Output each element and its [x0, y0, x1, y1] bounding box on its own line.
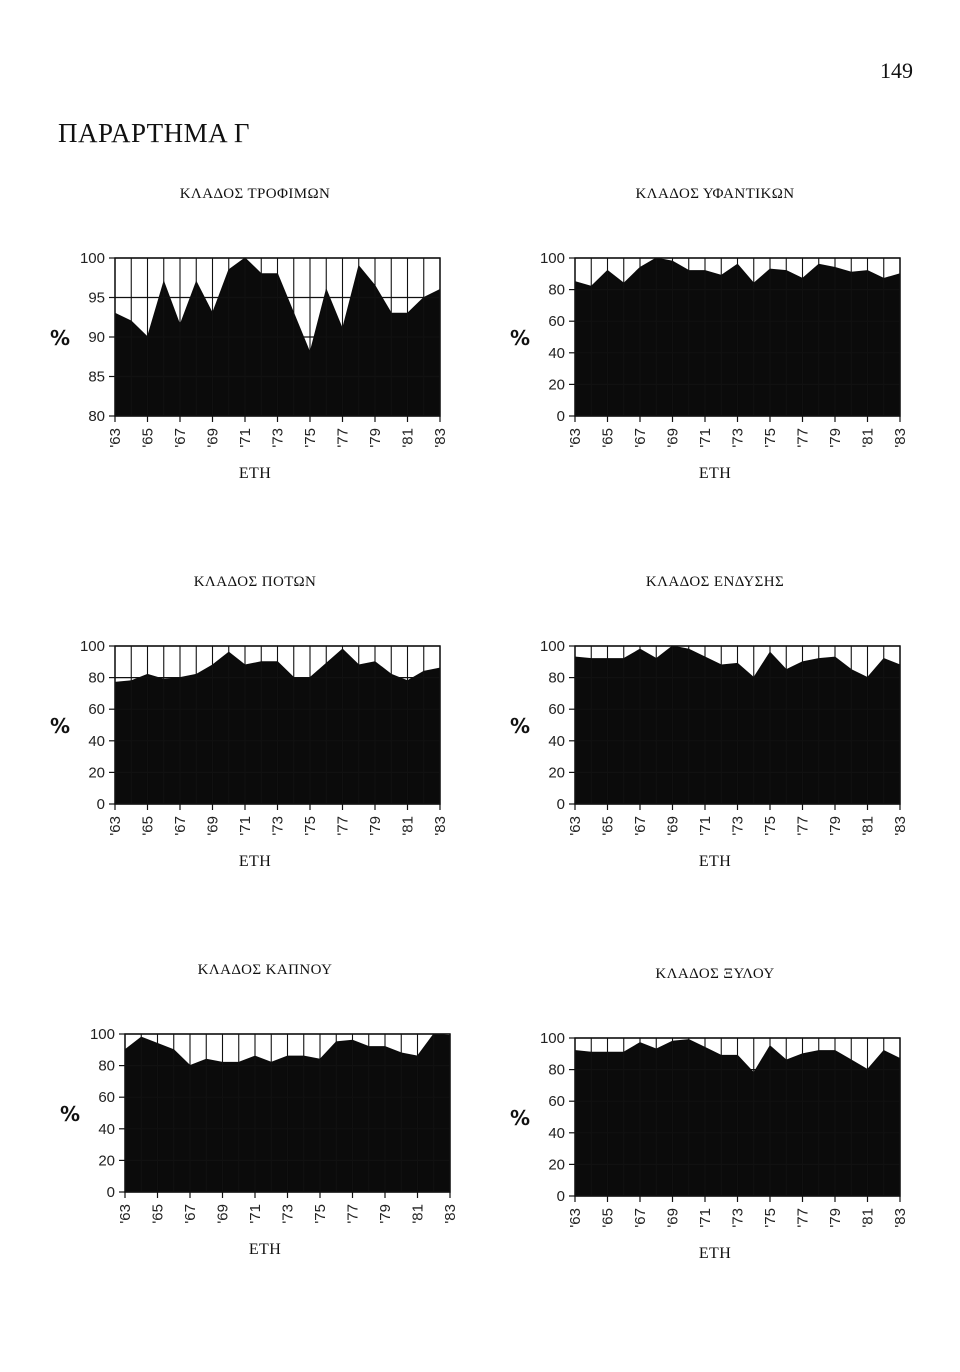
x-axis-label: ΕΤΗ	[238, 853, 272, 870]
x-tick-label: '81	[859, 816, 877, 836]
y-tick-label: 100	[539, 250, 565, 267]
x-tick-label: '83	[432, 428, 449, 448]
y-axis-label: %	[49, 326, 71, 350]
x-tick-label: '67	[632, 816, 649, 836]
y-tick-label: 80	[88, 669, 105, 687]
x-tick-label: '77	[334, 816, 352, 836]
x-tick-label: '77	[344, 1204, 362, 1224]
x-tick-label: '73	[269, 816, 287, 836]
x-tick-label: '81	[859, 1208, 877, 1228]
y-axis-label: %	[509, 714, 531, 738]
chart-panel-wood	[500, 966, 930, 1262]
page-number: 149	[880, 58, 913, 83]
chart-svg	[40, 190, 470, 480]
x-tick-label: '65	[139, 428, 157, 448]
x-tick-label: '73	[279, 1204, 297, 1224]
x-tick-label: '63	[567, 816, 584, 836]
y-tick-label: 0	[556, 408, 565, 425]
x-tick-label: '75	[302, 816, 319, 836]
chart-title: ΚΛΑΔΟΣ ΥΦΑΝΤΙΚΩΝ	[635, 186, 795, 202]
chart-title: ΚΛΑΔΟΣ ΕΝΔΥΣΗΣ	[645, 574, 785, 590]
x-tick-label: '81	[399, 816, 417, 836]
x-tick-label: '65	[599, 428, 617, 448]
chart-title: ΚΛΑΔΟΣ ΚΑΠΝΟΥ	[197, 962, 333, 978]
x-tick-label: '77	[794, 1208, 812, 1228]
y-tick-label: 20	[548, 376, 565, 394]
x-tick-label: '73	[729, 428, 747, 448]
x-tick-label: '71	[237, 816, 254, 836]
x-tick-label: '69	[664, 428, 682, 448]
x-tick-label: '73	[729, 1208, 747, 1228]
y-tick-label: 20	[548, 1156, 565, 1174]
x-tick-label: '63	[567, 1208, 584, 1228]
x-tick-label: '83	[442, 1204, 459, 1224]
x-tick-label: '79	[367, 428, 384, 448]
x-tick-label: '79	[827, 1208, 844, 1228]
x-tick-label: '71	[697, 1208, 714, 1228]
x-tick-label: '77	[794, 816, 812, 836]
y-tick-label: 40	[548, 1124, 565, 1142]
y-tick-label: 85	[88, 368, 105, 386]
chart-title: ΚΛΑΔΟΣ ΤΡΟΦΙΜΩΝ	[179, 186, 331, 202]
y-tick-label: 0	[106, 1184, 115, 1201]
x-tick-label: '69	[204, 816, 222, 836]
y-tick-label: 60	[548, 1093, 565, 1111]
x-axis-label: ΕΤΗ	[248, 1241, 282, 1258]
x-tick-label: '77	[334, 428, 352, 448]
x-tick-label: '65	[599, 816, 617, 836]
x-tick-label: '69	[204, 428, 222, 448]
chart-svg	[50, 966, 480, 1256]
x-tick-label: '71	[697, 816, 714, 836]
x-tick-label: '67	[172, 428, 189, 448]
chart-panel-clothing	[500, 574, 930, 870]
y-tick-label: 95	[88, 289, 105, 307]
y-tick-label: 40	[98, 1120, 115, 1138]
x-tick-label: '83	[892, 1208, 909, 1228]
x-tick-label: '79	[827, 816, 844, 836]
y-tick-label: 80	[548, 1061, 565, 1079]
x-tick-label: '81	[859, 428, 877, 448]
x-tick-label: '65	[139, 816, 157, 836]
y-tick-label: 100	[539, 1030, 565, 1047]
y-tick-label: 0	[96, 796, 105, 813]
x-tick-label: '79	[827, 428, 844, 448]
y-tick-label: 0	[556, 796, 565, 813]
x-tick-label: '83	[892, 816, 909, 836]
x-tick-label: '73	[269, 428, 287, 448]
y-tick-label: 60	[548, 313, 565, 331]
x-axis-label: ΕΤΗ	[238, 465, 272, 482]
x-tick-label: '71	[697, 428, 714, 448]
y-tick-label: 40	[548, 344, 565, 362]
chart-panel-tobacco	[50, 962, 480, 1258]
y-tick-label: 40	[548, 732, 565, 750]
x-tick-label: '81	[399, 428, 417, 448]
x-tick-label: '75	[312, 1204, 329, 1224]
x-tick-label: '73	[729, 816, 747, 836]
chart-svg	[500, 970, 930, 1260]
x-tick-label: '71	[247, 1204, 264, 1224]
chart-svg	[40, 578, 470, 868]
chart-title: ΚΛΑΔΟΣ ΞΥΛΟΥ	[655, 966, 775, 982]
y-tick-label: 20	[98, 1152, 115, 1170]
x-tick-label: '63	[117, 1204, 134, 1224]
y-tick-label: 100	[539, 638, 565, 655]
y-axis-label: %	[509, 1106, 531, 1130]
x-tick-label: '83	[432, 816, 449, 836]
y-tick-label: 100	[79, 638, 105, 655]
y-tick-label: 40	[88, 732, 105, 750]
x-tick-label: '79	[377, 1204, 394, 1224]
y-tick-label: 60	[98, 1089, 115, 1107]
y-axis-label: %	[49, 714, 71, 738]
x-tick-label: '63	[567, 428, 584, 448]
x-tick-label: '81	[409, 1204, 427, 1224]
y-tick-label: 80	[98, 1057, 115, 1075]
chart-title: ΚΛΑΔΟΣ ΠΟΤΩΝ	[193, 574, 317, 590]
y-tick-label: 100	[89, 1026, 115, 1043]
chart-panel-beverages	[40, 574, 470, 870]
x-tick-label: '65	[599, 1208, 617, 1228]
x-tick-label: '67	[182, 1204, 199, 1224]
chart-svg	[500, 578, 930, 868]
chart-panel-food	[40, 186, 470, 482]
x-tick-label: '65	[149, 1204, 167, 1224]
x-tick-label: '69	[214, 1204, 232, 1224]
x-axis-label: ΕΤΗ	[698, 1245, 732, 1262]
y-tick-label: 80	[548, 669, 565, 687]
y-tick-label: 90	[88, 329, 105, 346]
x-tick-label: '75	[302, 428, 319, 448]
x-tick-label: '63	[107, 428, 124, 448]
x-tick-label: '75	[762, 1208, 779, 1228]
y-tick-label: 0	[556, 1188, 565, 1205]
x-tick-label: '83	[892, 428, 909, 448]
y-tick-label: 60	[548, 701, 565, 719]
x-axis-label: ΕΤΗ	[698, 853, 732, 870]
y-tick-label: 80	[88, 408, 105, 425]
y-tick-label: 100	[79, 250, 105, 267]
chart-svg	[500, 190, 930, 480]
appendix-heading: ΠΑΡΑΡΤΗΜΑ Γ	[58, 118, 250, 148]
x-tick-label: '77	[794, 428, 812, 448]
x-tick-label: '69	[664, 1208, 682, 1228]
x-tick-label: '75	[762, 428, 779, 448]
y-axis-label: %	[59, 1102, 81, 1126]
y-tick-label: 80	[548, 281, 565, 299]
x-tick-label: '67	[632, 428, 649, 448]
x-tick-label: '79	[367, 816, 384, 836]
x-tick-label: '71	[237, 428, 254, 448]
x-tick-label: '75	[762, 816, 779, 836]
x-tick-label: '67	[632, 1208, 649, 1228]
y-tick-label: 60	[88, 701, 105, 719]
y-tick-label: 20	[88, 764, 105, 782]
x-tick-label: '63	[107, 816, 124, 836]
y-axis-label: %	[509, 326, 531, 350]
y-tick-label: 20	[548, 764, 565, 782]
x-tick-label: '67	[172, 816, 189, 836]
chart-panel-textiles	[500, 186, 930, 482]
x-tick-label: '69	[664, 816, 682, 836]
x-axis-label: ΕΤΗ	[698, 465, 732, 482]
